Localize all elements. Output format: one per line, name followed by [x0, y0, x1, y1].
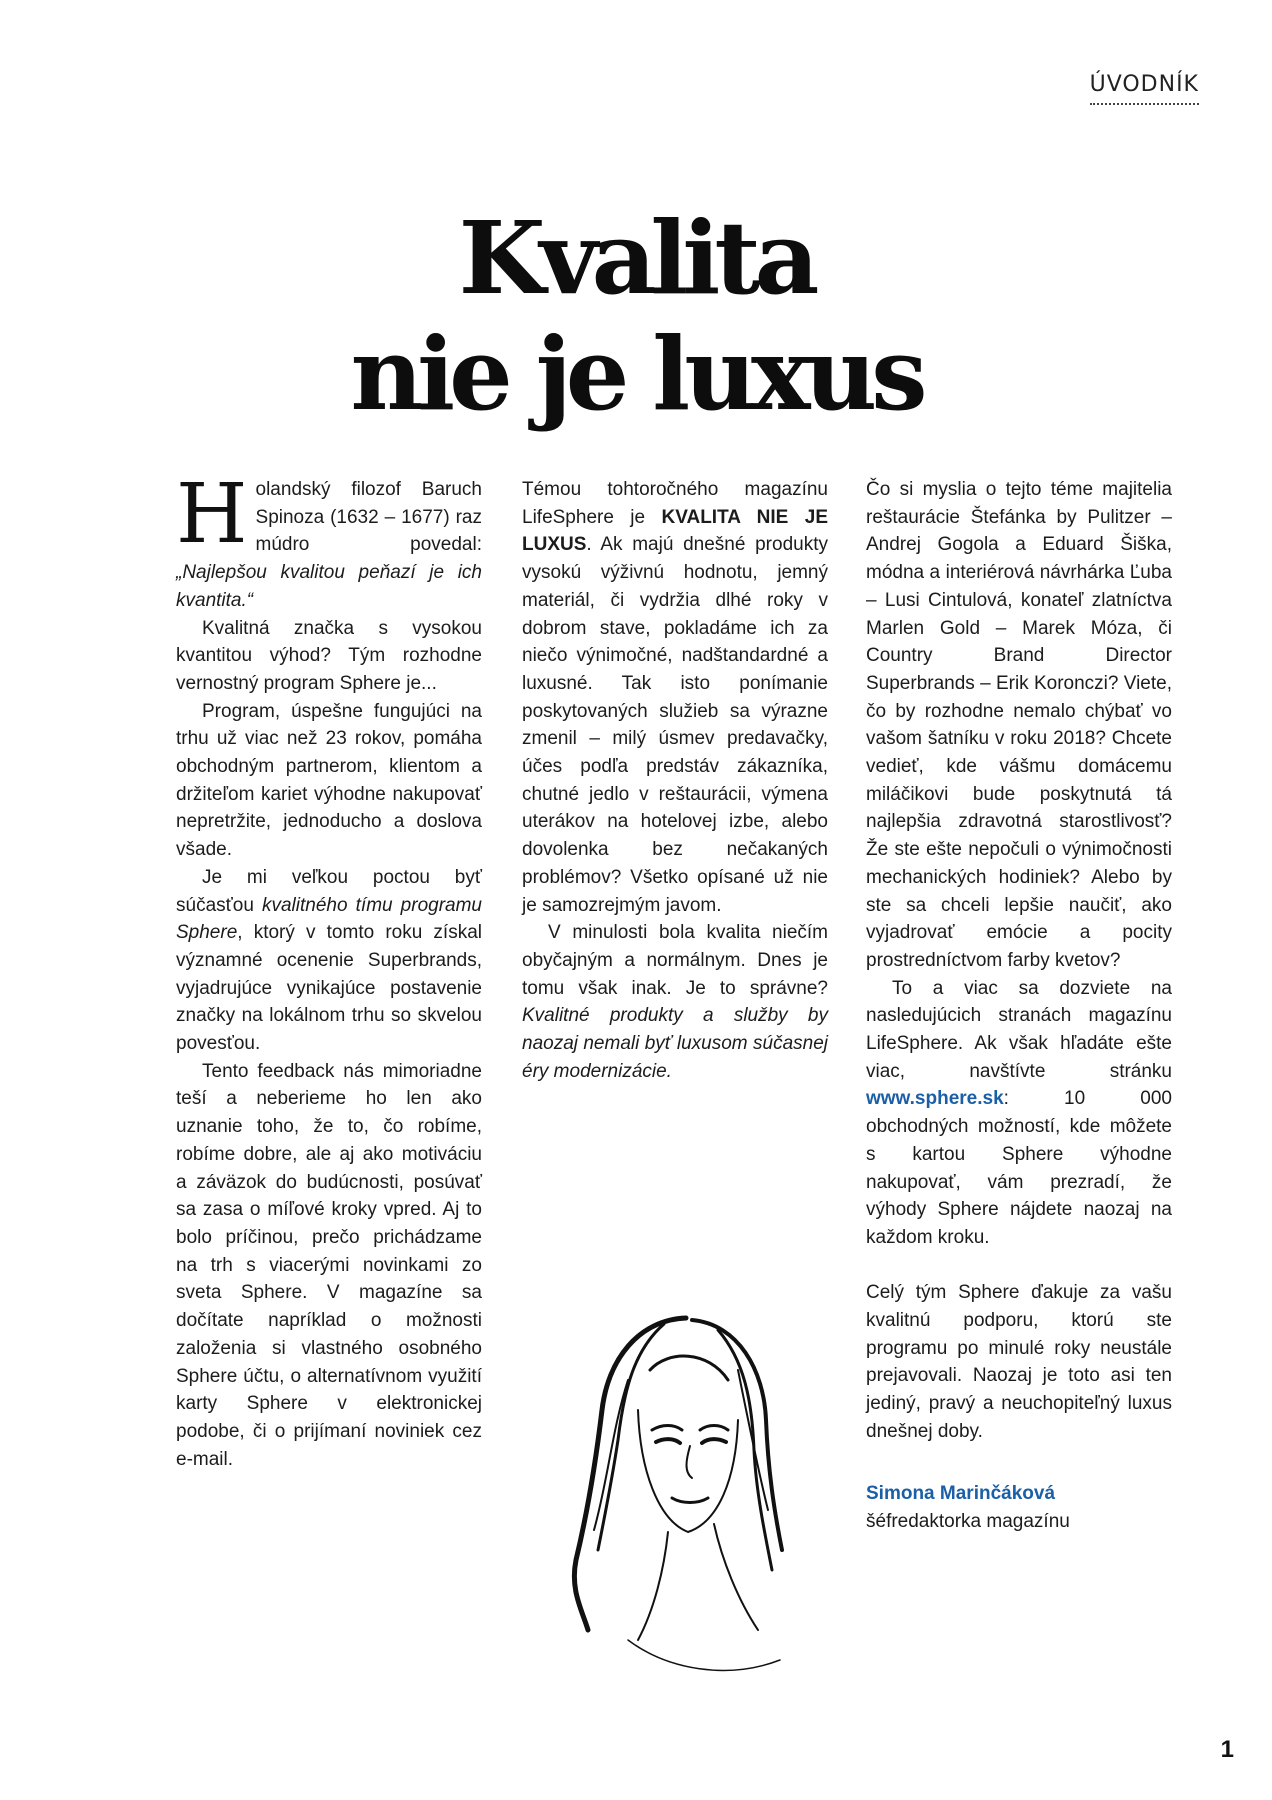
paragraph [866, 975, 1172, 1252]
intro-paragraph [176, 467, 482, 615]
paragraph-text: V minulosti bola kvalita niečím obyčajným a normálnym. Dnes je tomu však inak. Je to správne? [522, 922, 828, 999]
editor-portrait-sketch [568, 1310, 800, 1706]
signature-block [866, 1480, 1070, 1536]
theme-title: KVALITA NIE JE LUXUS [522, 506, 828, 556]
paragraph-emphasis: kvalitného tímu programu Sphere [176, 894, 482, 944]
paragraph-text: : 10 000 obchodných možností, kde môžete s kartou Sphere výhodne nakupovať, vám prezradí, že výhody Sphere nájdete naozaj na každom kroku. [866, 1088, 1172, 1248]
paragraph-text: . Ak majú dnešné produkty vysokú výživnú hodnotu, jemný materiál, či vydržia dlhé roky v dobrom stave, pokladáme ich za niečo výnimočné, nadštandardné a luxusné. Tak isto ponímanie poskytovaných služieb sa výrazne zmenil – milý úsmev predavačky, účes podľa predstáv zákazníka, chutné jedlo v reštaurácii, výmena uterákov na hotelovej izbe, alebo dovolenka bez nečakaných problémov? Všetko opísané už nie je samozrejmým javom. [522, 534, 828, 916]
paragraph-text: , ktorý v tomto roku získal významné ocenenie Superbrands, vyjadrujúce vynikajúce postavenie značky na lokálnom trhu so skvelou povesťou. [176, 922, 482, 1055]
headline-line-1: Kvalita [458, 199, 814, 317]
paragraph: Tento feedback nás mimoriadne teší a neberieme ho len ako uznanie toho, že to, čo robíme, robíme dobre, ale aj ako motiváciu a záväzok do budúcnosti, posúvať sa zasa o míľové kroky vpred. Aj to bolo príčinou, prečo prichádzame na trh s viacerými novinkami zo sveta Sphere. V magazíne sa dočítate napríklad o možnosti založenia si vlastného osobného Sphere účtu, o alternatívnom využití karty Sphere v elektronickej podobe, či o prijímaní noviniek cez e-mail. [176, 1060, 482, 1470]
spinoza-quote: „Najlepšou kvalitou peňazí je ich kvantita.“ [176, 562, 482, 611]
paragraph [522, 919, 828, 1085]
headline-line-2: nie je luxus [350, 315, 922, 433]
paragraph-emphasis: Kvalitné produkty a služby by naozaj nemali byť luxusom súčasnej éry modernizácie. [522, 1005, 828, 1082]
paragraph: Celý tým Sphere ďakuje za vašu kvalitnú podporu, ktorú ste programu po minulé roky neustále prejavovali. Naozaj je toto asi ten jediný, pravý a neuchopiteľný luxus dnešnej doby. [866, 1282, 1172, 1442]
paragraph-gap [866, 1252, 1172, 1280]
paragraph: Kvalitná značka s vysokou kvantitou výhod? Tým rozhodne vernostný program Sphere je... [176, 617, 482, 694]
article-column-2 [522, 476, 828, 1085]
paragraph-text: Je mi veľkou poctou byť súčasťou [176, 866, 482, 916]
paragraph-text: To a viac sa dozviete na nasledujúcich stranách magazínu LifeSphere. Ak však hľadáte ešte viac, navštívte stránku [866, 977, 1172, 1082]
drop-cap: H [176, 467, 248, 562]
article-column-3 [866, 476, 1172, 1446]
section-label: ÚVODNÍK [1090, 72, 1199, 105]
intro-text: olandský filozof Baruch Spinoza (1632 – 1677) raz múdro povedal: [255, 479, 482, 556]
article-column-1 [176, 467, 482, 1473]
website-link[interactable]: www.sphere.sk [866, 1088, 1004, 1110]
paragraph [176, 864, 482, 1058]
paragraph-text: Témou tohtoročného magazínu LifeSphere je [522, 479, 828, 528]
paragraph: Program, úspešne fungujúci na trhu už viac než 23 rokov, pomáha obchodným partnerom, klientom a držiteľom kariet výhodne nakupovať nepretržite, jednoducho a doslova všade. [176, 700, 482, 861]
paragraph [522, 476, 828, 919]
author-role: šéfredaktorka magazínu [866, 1511, 1070, 1532]
paragraph: Čo si myslia o tejto téme majitelia reštaurácie Štefánka by Pulitzer – Andrej Gogola a Eduard Šiška, módna a interiérová návrhárka Ľuba – Lusi Cintulová, konateľ zlatníctva Marlen Gold – Marek Móza, či Country Brand Director Superbrands – Erik Koronczi? Viete, čo by rozhodne nemalo chýbať vo vašom šatníku v roku 2018? Chcete vedieť, kde vášmu domácemu miláčikovi bude poskytnutá tá najlepšia zdravotná starostlivosť? Že ste ešte nepočuli o výnimočnosti mechanických hodiniek? Alebo by ste sa chceli lepšie naučiť, ako vyjadrovať emócie a pocity prostredníctvom farby kvetov? [866, 479, 1172, 971]
headline [0, 200, 1272, 432]
page-number: 1 [1220, 1736, 1234, 1763]
author-name: Simona Marinčáková [866, 1483, 1056, 1504]
